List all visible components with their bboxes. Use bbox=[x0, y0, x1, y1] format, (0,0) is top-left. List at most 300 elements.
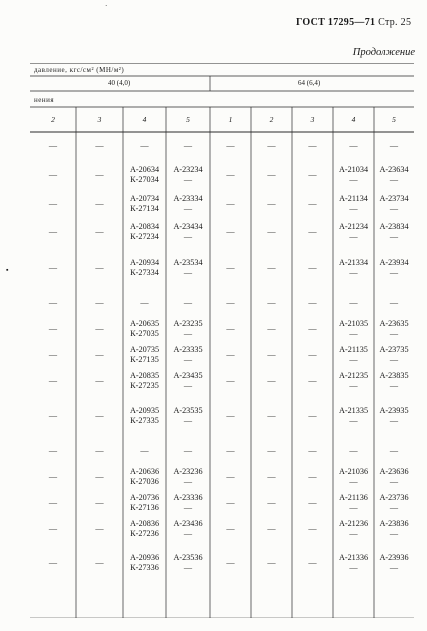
scan-mark: · bbox=[105, 2, 108, 10]
table-cell bbox=[30, 464, 76, 490]
table-cell bbox=[166, 438, 210, 464]
table-cell bbox=[251, 394, 292, 438]
table-cell bbox=[166, 316, 210, 342]
table-cell bbox=[210, 368, 251, 394]
cell-text: — bbox=[349, 298, 358, 307]
cell-text: — bbox=[267, 376, 276, 385]
table-cell bbox=[333, 132, 374, 160]
cell-text: А-20734 bbox=[129, 194, 160, 203]
table-cell bbox=[292, 160, 333, 190]
table-cell bbox=[210, 316, 251, 342]
table-cell bbox=[123, 490, 166, 516]
cell-text: — bbox=[267, 263, 276, 272]
table-cell bbox=[374, 516, 414, 542]
cell-text: А-20736 bbox=[129, 493, 160, 502]
table-cell bbox=[166, 342, 210, 368]
table-cell bbox=[374, 316, 414, 342]
table-cell bbox=[76, 542, 123, 584]
cell-text: А-23236 bbox=[173, 467, 203, 476]
cell-text: А-21234 bbox=[338, 222, 369, 231]
table-cell bbox=[76, 394, 123, 438]
table-cell bbox=[333, 516, 374, 542]
table-cell bbox=[166, 394, 210, 438]
continuation-label: Продолжение bbox=[352, 47, 415, 58]
cell-text: К-27035 bbox=[130, 329, 159, 338]
table-cell bbox=[210, 394, 251, 438]
cell-text: А-21136 bbox=[339, 493, 368, 502]
cell-text: — bbox=[48, 298, 58, 307]
cell-text: К-27235 bbox=[130, 381, 159, 390]
table-cell bbox=[333, 542, 374, 584]
cell-text: — bbox=[267, 170, 276, 179]
cell-text: — bbox=[308, 227, 317, 236]
cell-text: — bbox=[226, 411, 235, 420]
table-cell bbox=[374, 290, 414, 316]
cell-text: — bbox=[183, 355, 193, 364]
column-number: 3 bbox=[97, 115, 102, 124]
cell-text: — bbox=[308, 446, 317, 455]
cell-text: — bbox=[183, 232, 193, 241]
cell-text: А-23634 bbox=[379, 165, 409, 174]
table-cell bbox=[123, 342, 166, 368]
table-cell bbox=[166, 490, 210, 516]
cell-text: А-21236 bbox=[338, 519, 369, 528]
cell-text: — bbox=[226, 350, 235, 359]
table-cell bbox=[123, 218, 166, 246]
table-cell bbox=[292, 542, 333, 584]
page-number: Стр. 25 bbox=[378, 17, 412, 28]
cell-text: — bbox=[267, 324, 276, 333]
cell-text: — bbox=[389, 175, 399, 184]
cell-text: — bbox=[389, 204, 399, 213]
cell-text: — bbox=[48, 524, 58, 533]
table-cell bbox=[210, 342, 251, 368]
cell-text: — bbox=[267, 199, 276, 208]
table-cell bbox=[292, 246, 333, 290]
cell-text: — bbox=[48, 558, 58, 567]
cell-text: — bbox=[140, 446, 149, 455]
cell-text: — bbox=[226, 170, 235, 179]
cell-text: — bbox=[226, 472, 235, 481]
cell-text: А-21334 bbox=[338, 258, 369, 267]
cell-text: А-20934 bbox=[129, 258, 160, 267]
cell-text: А-21335 bbox=[338, 406, 369, 415]
table-cell bbox=[251, 190, 292, 218]
cell-text: — bbox=[95, 227, 104, 236]
cell-text: К-27236 bbox=[130, 529, 159, 538]
table-cell bbox=[210, 132, 251, 160]
cell-text: — bbox=[308, 298, 317, 307]
cell-text: А-23635 bbox=[379, 319, 409, 328]
cell-text: — bbox=[183, 563, 193, 572]
cell-text: — bbox=[95, 498, 104, 507]
table-cell bbox=[292, 464, 333, 490]
cell-text: — bbox=[95, 524, 104, 533]
column-number: 1 bbox=[228, 115, 233, 124]
cell-text: — bbox=[183, 298, 193, 307]
table-cell bbox=[210, 218, 251, 246]
table-cell bbox=[166, 464, 210, 490]
cell-text: А-23736 bbox=[379, 493, 409, 502]
table-cell bbox=[374, 190, 414, 218]
table-cell bbox=[76, 190, 123, 218]
table-cell bbox=[30, 368, 76, 394]
cell-text: — bbox=[48, 350, 58, 359]
cell-text: А-21035 bbox=[338, 319, 369, 328]
cell-text: — bbox=[308, 199, 317, 208]
table-cell bbox=[123, 246, 166, 290]
cell-text: А-23434 bbox=[173, 222, 203, 231]
table-cell bbox=[166, 290, 210, 316]
cell-text: — bbox=[95, 350, 104, 359]
cell-text: — bbox=[349, 268, 358, 277]
cell-text: А-21036 bbox=[338, 467, 369, 476]
cell-text: — bbox=[308, 350, 317, 359]
cell-text: — bbox=[389, 232, 399, 241]
table-cell bbox=[30, 190, 76, 218]
table-cell bbox=[166, 160, 210, 190]
table-cell bbox=[123, 132, 166, 160]
cell-text: А-20835 bbox=[129, 371, 160, 380]
cell-text: — bbox=[48, 263, 58, 272]
cell-text: — bbox=[267, 524, 276, 533]
table-cell bbox=[76, 342, 123, 368]
table-cell bbox=[76, 438, 123, 464]
cell-text: — bbox=[95, 298, 104, 307]
table-cell bbox=[123, 316, 166, 342]
cell-text: — bbox=[95, 263, 104, 272]
cell-text: — bbox=[308, 263, 317, 272]
cell-text: — bbox=[183, 446, 193, 455]
subhead-40: 40 (4,0) bbox=[108, 79, 131, 87]
table-cell bbox=[292, 290, 333, 316]
column-number: 4 bbox=[142, 115, 147, 124]
table-cell bbox=[374, 438, 414, 464]
cell-text: — bbox=[226, 141, 235, 150]
cell-text: — bbox=[389, 298, 399, 307]
cell-text: А-20735 bbox=[129, 345, 160, 354]
table-cell bbox=[251, 160, 292, 190]
cell-text: — bbox=[308, 324, 317, 333]
table-cell bbox=[210, 290, 251, 316]
table-cell bbox=[251, 542, 292, 584]
cell-text: — bbox=[95, 324, 104, 333]
table-cell bbox=[166, 218, 210, 246]
cell-text: А-20834 bbox=[129, 222, 160, 231]
table-cell bbox=[76, 290, 123, 316]
cell-text: — bbox=[183, 204, 193, 213]
table-cell bbox=[333, 290, 374, 316]
cell-text: К-27136 bbox=[130, 503, 159, 512]
table-cell bbox=[123, 438, 166, 464]
table-cell bbox=[251, 132, 292, 160]
cell-text: А-21134 bbox=[339, 194, 368, 203]
cell-text: А-23436 bbox=[173, 519, 203, 528]
cell-text: — bbox=[48, 411, 58, 420]
cell-text: — bbox=[48, 199, 58, 208]
cell-text: — bbox=[349, 563, 358, 572]
cell-text: — bbox=[349, 529, 358, 538]
table-cell bbox=[374, 132, 414, 160]
cell-text: А-23534 bbox=[173, 258, 203, 267]
cell-text: А-23935 bbox=[379, 406, 409, 415]
table-cell bbox=[210, 516, 251, 542]
cell-text: — bbox=[389, 381, 399, 390]
cell-text: — bbox=[389, 563, 399, 572]
cell-text: — bbox=[308, 558, 317, 567]
table-cell bbox=[333, 190, 374, 218]
cell-text: А-23234 bbox=[173, 165, 203, 174]
cell-text: — bbox=[349, 503, 358, 512]
cell-text: — bbox=[267, 558, 276, 567]
table-cell bbox=[30, 316, 76, 342]
cell-text: — bbox=[95, 199, 104, 208]
table-cell bbox=[30, 290, 76, 316]
cell-text: — bbox=[308, 524, 317, 533]
table-cell bbox=[374, 246, 414, 290]
cell-text: — bbox=[267, 350, 276, 359]
cell-text: К-27034 bbox=[130, 175, 159, 184]
table-cell bbox=[292, 438, 333, 464]
table-cell bbox=[76, 490, 123, 516]
table-cell bbox=[30, 542, 76, 584]
table-cell bbox=[251, 246, 292, 290]
table-cell bbox=[374, 342, 414, 368]
table-cell bbox=[333, 464, 374, 490]
cell-text: К-27334 bbox=[130, 268, 159, 277]
table-cell bbox=[374, 464, 414, 490]
table-cell bbox=[123, 516, 166, 542]
table-cell bbox=[166, 368, 210, 394]
table-cell bbox=[30, 218, 76, 246]
cell-text: — bbox=[183, 268, 193, 277]
cell-text: — bbox=[183, 416, 193, 425]
cell-text: А-23734 bbox=[379, 194, 409, 203]
table-cell bbox=[292, 516, 333, 542]
table-cell bbox=[333, 342, 374, 368]
cell-text: — bbox=[183, 175, 193, 184]
cell-text: — bbox=[183, 381, 193, 390]
table-cell bbox=[76, 218, 123, 246]
cell-text: — bbox=[267, 227, 276, 236]
cell-text: — bbox=[267, 141, 276, 150]
table-cell bbox=[333, 394, 374, 438]
table-cell bbox=[251, 490, 292, 516]
pressure-caption: давление, кгс/см² (МН/м²) bbox=[34, 66, 125, 74]
cell-text: А-23636 bbox=[379, 467, 409, 476]
table-cell bbox=[30, 438, 76, 464]
cell-text: — bbox=[226, 498, 235, 507]
cell-text: А-23934 bbox=[379, 258, 409, 267]
table-cell bbox=[292, 132, 333, 160]
table-cell bbox=[292, 218, 333, 246]
cell-text: — bbox=[226, 376, 235, 385]
subhead-64: 64 (6,4) bbox=[298, 79, 321, 87]
table-cell bbox=[166, 542, 210, 584]
table-cell bbox=[30, 160, 76, 190]
cell-text: — bbox=[226, 446, 235, 455]
table-cell bbox=[76, 368, 123, 394]
table-cell bbox=[210, 464, 251, 490]
table-cell bbox=[166, 132, 210, 160]
cell-text: — bbox=[95, 558, 104, 567]
caption-bottom: нения bbox=[34, 96, 55, 104]
cell-text: К-27234 bbox=[130, 232, 159, 241]
cell-text: — bbox=[267, 472, 276, 481]
table-cell bbox=[76, 316, 123, 342]
cell-text: — bbox=[48, 170, 58, 179]
table-cell bbox=[251, 342, 292, 368]
table-cell bbox=[251, 316, 292, 342]
cell-text: — bbox=[389, 416, 399, 425]
cell-text: — bbox=[183, 141, 193, 150]
cell-text: А-20936 bbox=[129, 553, 160, 562]
table-cell bbox=[76, 246, 123, 290]
table-cell bbox=[210, 190, 251, 218]
cell-text: А-23836 bbox=[379, 519, 409, 528]
cell-text: А-23435 bbox=[173, 371, 203, 380]
cell-text: А-23834 bbox=[379, 222, 409, 231]
cell-text: — bbox=[308, 170, 317, 179]
table-cell bbox=[123, 290, 166, 316]
cell-text: — bbox=[349, 175, 358, 184]
table-cell bbox=[292, 190, 333, 218]
cell-text: А-20836 bbox=[129, 519, 160, 528]
cell-text: — bbox=[349, 477, 358, 486]
table-cell bbox=[30, 394, 76, 438]
cell-text: — bbox=[48, 227, 58, 236]
table-cell bbox=[210, 438, 251, 464]
cell-text: — bbox=[48, 446, 58, 455]
cell-text: — bbox=[349, 416, 358, 425]
cell-text: — bbox=[349, 232, 358, 241]
cell-text: А-20635 bbox=[129, 319, 160, 328]
cell-text: — bbox=[308, 498, 317, 507]
cell-text: — bbox=[95, 170, 104, 179]
cell-text: — bbox=[389, 529, 399, 538]
cell-text: А-20636 bbox=[129, 467, 160, 476]
column-number: 3 bbox=[310, 115, 315, 124]
table-cell bbox=[210, 246, 251, 290]
table-cell bbox=[30, 132, 76, 160]
cell-text: — bbox=[349, 446, 358, 455]
cell-text: А-23336 bbox=[173, 493, 203, 502]
table-cell bbox=[30, 342, 76, 368]
table-cell bbox=[210, 490, 251, 516]
table-cell bbox=[251, 438, 292, 464]
cell-text: А-21135 bbox=[339, 345, 368, 354]
cell-text: — bbox=[389, 477, 399, 486]
cell-text: К-27135 bbox=[130, 355, 159, 364]
cell-text: А-20634 bbox=[129, 165, 160, 174]
data-table bbox=[30, 63, 414, 618]
cell-text: — bbox=[226, 558, 235, 567]
table-cell bbox=[123, 160, 166, 190]
cell-text: — bbox=[48, 498, 58, 507]
table-cell bbox=[251, 290, 292, 316]
cell-text: А-23334 bbox=[173, 194, 203, 203]
table-cell bbox=[333, 316, 374, 342]
table-cell bbox=[374, 490, 414, 516]
column-number: 2 bbox=[269, 115, 274, 124]
table-cell bbox=[374, 218, 414, 246]
table-cell bbox=[166, 246, 210, 290]
cell-text: — bbox=[95, 446, 104, 455]
cell-text: — bbox=[389, 355, 399, 364]
cell-text: — bbox=[226, 199, 235, 208]
cell-text: — bbox=[267, 298, 276, 307]
cell-text: — bbox=[226, 263, 235, 272]
cell-text: — bbox=[226, 524, 235, 533]
table-cell bbox=[292, 316, 333, 342]
cell-text: К-27134 bbox=[130, 204, 159, 213]
cell-text: — bbox=[267, 411, 276, 420]
cell-text: — bbox=[349, 381, 358, 390]
table-cell bbox=[374, 394, 414, 438]
cell-text: А-23735 bbox=[379, 345, 409, 354]
table-cell bbox=[374, 160, 414, 190]
cell-text: — bbox=[226, 324, 235, 333]
table-cell bbox=[123, 394, 166, 438]
table-cell bbox=[333, 438, 374, 464]
cell-text: — bbox=[183, 477, 193, 486]
cell-text: — bbox=[349, 141, 358, 150]
cell-text: — bbox=[226, 298, 235, 307]
table-cell bbox=[30, 516, 76, 542]
document-code: ГОСТ 17295—71 bbox=[296, 17, 376, 28]
table-cell bbox=[374, 542, 414, 584]
cell-text: — bbox=[95, 472, 104, 481]
table-cell bbox=[123, 368, 166, 394]
cell-text: — bbox=[140, 141, 149, 150]
cell-text: А-23936 bbox=[379, 553, 409, 562]
cell-text: — bbox=[389, 446, 399, 455]
table-cell bbox=[333, 218, 374, 246]
cell-text: — bbox=[48, 376, 58, 385]
column-number: 4 bbox=[351, 115, 356, 124]
cell-text: — bbox=[48, 472, 58, 481]
cell-text: — bbox=[183, 529, 193, 538]
cell-text: А-21034 bbox=[338, 165, 369, 174]
table-cell bbox=[333, 160, 374, 190]
cell-text: — bbox=[308, 141, 317, 150]
table-cell bbox=[333, 246, 374, 290]
cell-text: А-23335 bbox=[173, 345, 203, 354]
column-number: 5 bbox=[186, 115, 190, 124]
page-header bbox=[296, 17, 411, 28]
cell-text: — bbox=[267, 446, 276, 455]
cell-text: — bbox=[48, 141, 58, 150]
cell-text: — bbox=[308, 376, 317, 385]
table-cell bbox=[76, 464, 123, 490]
cell-text: А-20935 bbox=[129, 406, 160, 415]
table-cell bbox=[166, 190, 210, 218]
column-number: 5 bbox=[392, 115, 396, 124]
cell-text: — bbox=[389, 268, 399, 277]
cell-text: А-21235 bbox=[338, 371, 369, 380]
table-cell bbox=[251, 368, 292, 394]
cell-text: К-27336 bbox=[130, 563, 159, 572]
cell-text: — bbox=[389, 329, 399, 338]
cell-text: — bbox=[95, 141, 104, 150]
scan-mark: ▪ bbox=[6, 266, 9, 274]
table-cell bbox=[30, 490, 76, 516]
table-cell bbox=[333, 490, 374, 516]
table-cell bbox=[210, 542, 251, 584]
cell-text: А-23536 bbox=[173, 553, 203, 562]
table-cell bbox=[210, 160, 251, 190]
column-number: 2 bbox=[51, 115, 55, 124]
